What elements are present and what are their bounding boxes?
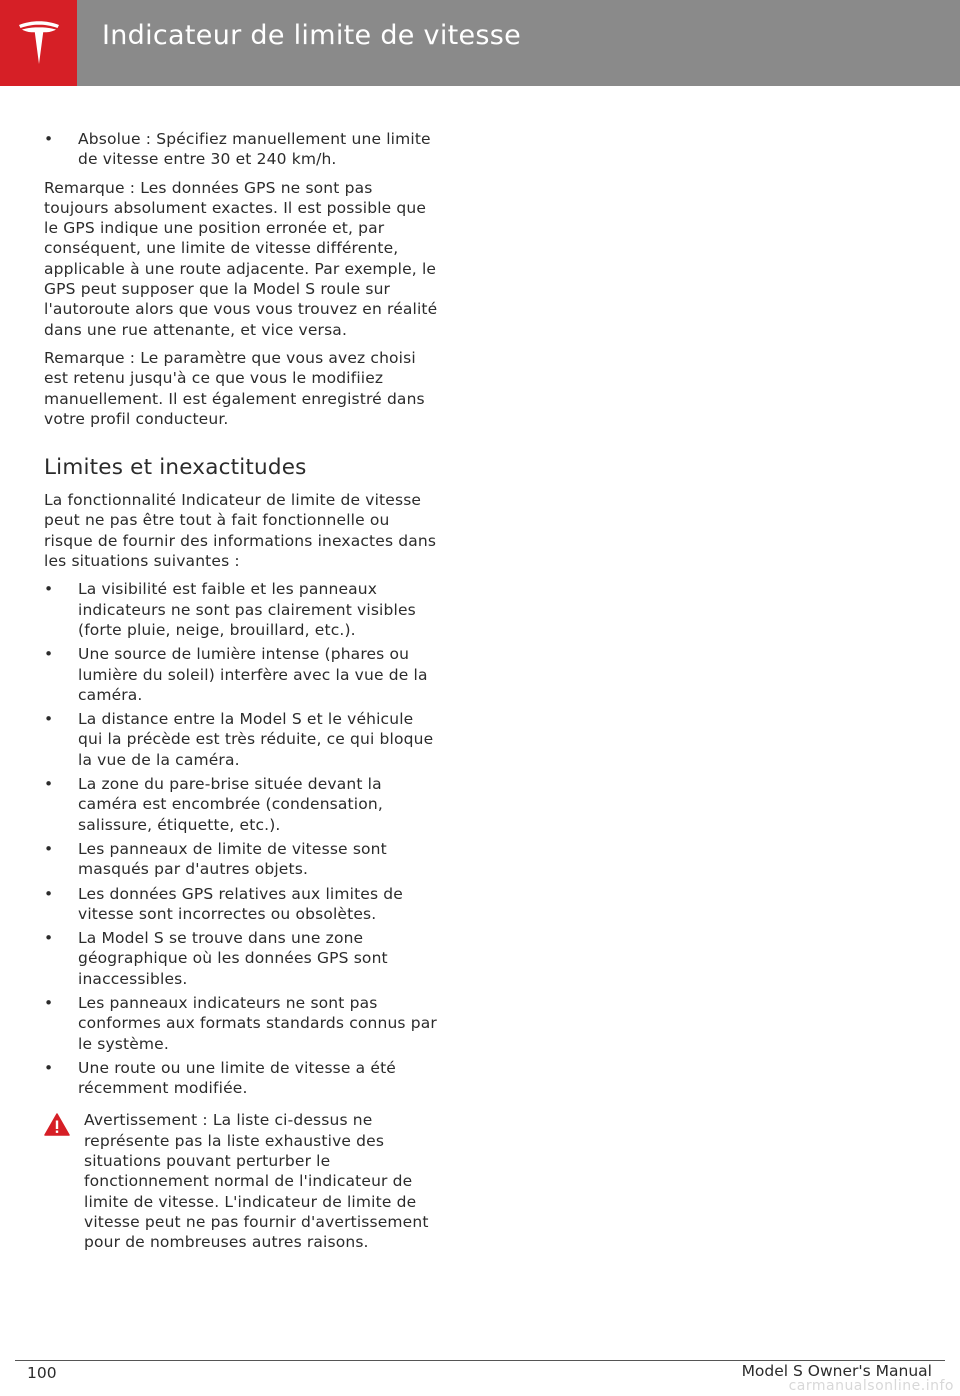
watermark: carmanualsonline.info (788, 1378, 954, 1394)
warning-callout (44, 1110, 440, 1252)
list-item (44, 129, 440, 170)
list-item (44, 993, 440, 1054)
list-item-text: Une source de lumière intense (phares ou lumière du soleil) interfère avec la vue de la caméra. (78, 645, 428, 704)
list-item (44, 644, 440, 705)
list-item-text: Les panneaux de limite de vitesse sont masqués par d'autres objets. (78, 839, 387, 879)
note-setting: Remarque : Le paramètre que vous avez choisi est retenu jusqu'à ce que vous le modifiiez manuellement. Il est également enregistré dans votre profil conducteur. (44, 348, 425, 428)
list-item-text: La zone du pare-brise située devant la caméra est encombrée (condensation, salissure, étiquette, etc.). (78, 775, 383, 834)
bullet-marker: • (44, 993, 54, 1012)
list-item (44, 884, 440, 925)
list-item (44, 709, 440, 770)
list-item (44, 579, 440, 640)
section-heading: Limites et inexactitudes (44, 455, 307, 481)
tesla-logo-icon (16, 19, 62, 67)
brand-logo (0, 0, 77, 86)
bullet-marker: • (44, 1058, 54, 1077)
bullet-marker: • (44, 775, 54, 794)
section-intro: La fonctionnalité Indicateur de limite de vitesse peut ne pas être tout à fait fonctionnelle ou risque de fournir des informations inexactes dans les situations suivantes : (44, 491, 437, 571)
bullet-marker: • (44, 929, 54, 948)
bullet-marker: • (44, 130, 54, 148)
list-item-text: Absolue : Spécifiez manuellement une limite de vitesse entre 30 et 240 km/h. (78, 130, 431, 169)
list-item-text: La visibilité est faible et les panneaux indicateurs ne sont pas clairement visibles (forte pluie, neige, brouillard, etc.). (78, 580, 416, 639)
page-title: Indicateur de limite de vitesse (102, 20, 522, 51)
list-item-text: La distance entre la Model S et le véhicule qui la précède est très réduite, ce qui bloque la vue de la caméra. (78, 710, 434, 769)
bullet-marker: • (44, 645, 54, 664)
bullet-marker: • (44, 884, 54, 903)
footer-divider (15, 1360, 945, 1361)
list-item (44, 928, 440, 989)
list-item (44, 774, 440, 835)
limitations-list (44, 579, 440, 1098)
bullet-marker: • (44, 710, 54, 729)
note-gps: Remarque : Les données GPS ne sont pas toujours absolument exactes. Il est possible que le GPS indique une position erronée et, par conséquent, une limite de vitesse différente, applicable à une route adjacente. Par exemple, le GPS peut supposer que la Model S roule sur l'autoroute alors que vous vous trouvez en réalité dans une rue attenante, et vice versa. (44, 178, 438, 339)
main-content (44, 129, 440, 1253)
list-item (44, 1058, 440, 1099)
warning-text: Avertissement : La liste ci-dessus ne représente pas la liste exhaustive des situations pouvant perturber le fonctionnement normal de l'indicateur de limite de vitesse. L'indicateur de limite de vitesse peut ne pas fournir d'avertissement pour de nombreuses autres raisons. (84, 1111, 429, 1252)
list-item-text: La Model S se trouve dans une zone géographique où les données GPS sont inaccessibles. (78, 929, 388, 988)
list-item-text: Les données GPS relatives aux limites de vitesse sont incorrectes ou obsolètes. (78, 884, 403, 923)
list-item-text: Une route ou une limite de vitesse a été récemment modifiée. (78, 1058, 396, 1098)
page-number: 100 (27, 1364, 57, 1382)
bullet-marker: • (44, 580, 54, 599)
page-header (0, 0, 960, 86)
list-item (44, 839, 440, 880)
manual-name: Model S Owner's Manual (741, 1362, 932, 1380)
list-item-text: Les panneaux indicateurs ne sont pas conformes aux formats standards connus par le système. (78, 993, 437, 1053)
warning-triangle-icon (44, 1113, 70, 1136)
intro-bullet-list (44, 129, 440, 170)
bullet-marker: • (44, 839, 54, 858)
